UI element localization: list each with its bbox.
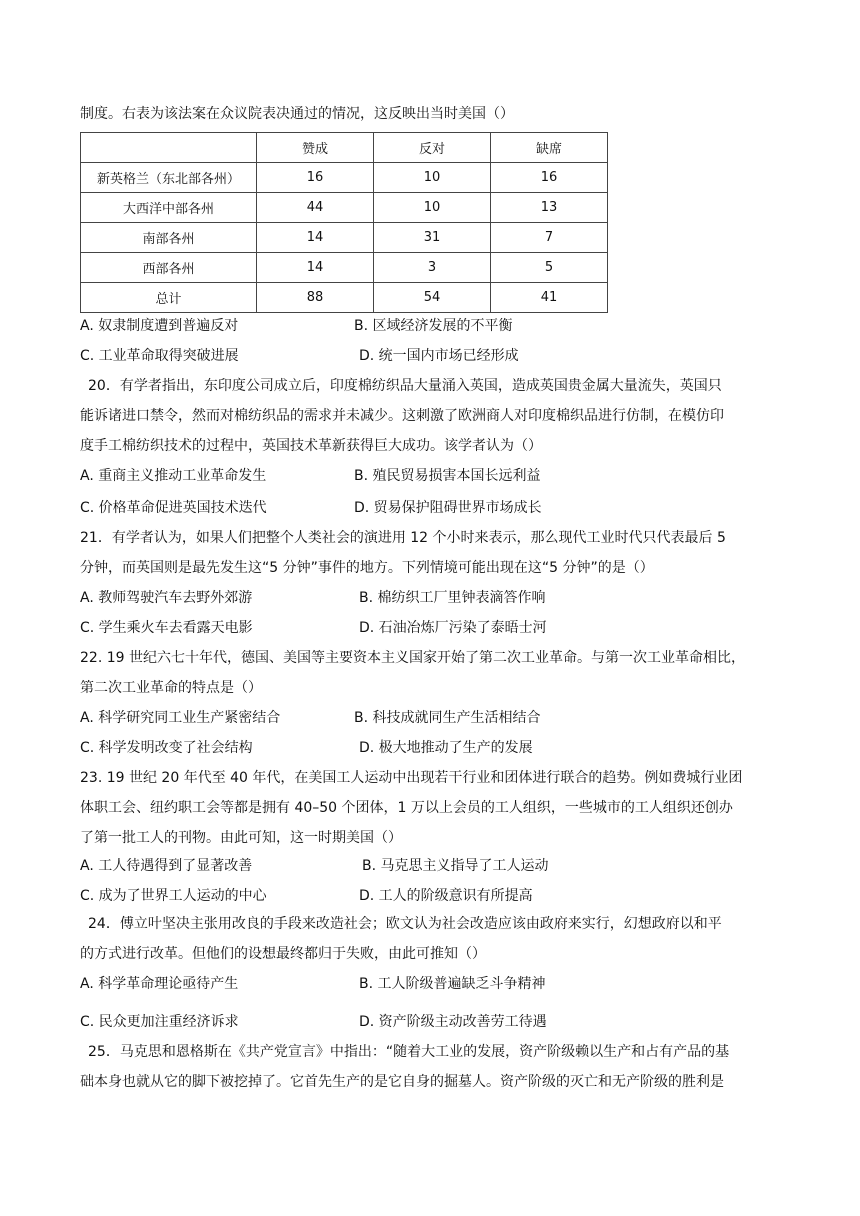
table-cell: 54	[374, 283, 491, 313]
q19-option-a: A. 奴隶制度遭到普遍反对	[80, 318, 239, 334]
q19-option-b: B. 区域经济发展的不平衡	[354, 318, 513, 334]
q24-option-a: A. 科学革命理论亟待产生	[80, 976, 239, 992]
table-header-cell: 赞成	[257, 133, 374, 163]
table-row	[81, 283, 608, 313]
q21-option-d: D. 石油冶炼厂污染了泰晤士河	[359, 620, 547, 636]
vote-table	[80, 132, 608, 313]
table-cell: 14	[257, 223, 374, 253]
q23-stem-line: 体职工会、纽约职工会等都是拥有 40–50 个团体，1 万以上会员的工人组织，一些城市的工人组织还创办	[80, 800, 733, 816]
q19-option-d: D. 统一国内市场已经形成	[359, 348, 519, 364]
q22-option-d: D. 极大地推动了生产的发展	[359, 740, 533, 756]
q24-option-d: D. 资产阶级主动改善劳工待遇	[359, 1014, 547, 1030]
q22-stem-line: 22. 19 世纪六七十年代，德国、美国等主要资本主义国家开始了第二次工业革命。与第一次工业革命相比，	[80, 650, 745, 666]
q25-stem-line: 础本身也就从它的脚下被挖掉了。它首先生产的是它自身的掘墓人。资产阶级的灭亡和无产阶级的胜利是	[80, 1074, 724, 1090]
table-cell: 3	[374, 253, 491, 283]
table-header-cell: 反对	[374, 133, 491, 163]
table-cell: 5	[491, 253, 608, 283]
table-cell: 16	[491, 163, 608, 193]
table-cell: 13	[491, 193, 608, 223]
q24-stem-line: 24．傅立叶坚决主张用改良的手段来改造社会；欧文认为社会改造应该由政府来实行，幻想政府以和平	[88, 916, 722, 932]
q21-option-c: C. 学生乘火车去看露天电影	[80, 620, 253, 636]
q23-option-b: B. 马克思主义指导了工人运动	[362, 858, 549, 874]
table-row	[81, 253, 608, 283]
q21-option-a: A. 教师驾驶汽车去野外郊游	[80, 590, 253, 606]
q22-option-c: C. 科学发明改变了社会结构	[80, 740, 253, 756]
q20-stem-line: 度手工棉纺织技术的过程中，英国技术革新获得巨大成功。该学者认为（）	[80, 438, 542, 454]
q22-option-b: B. 科技成就同生产生活相结合	[354, 710, 541, 726]
table-header-cell: 缺席	[491, 133, 608, 163]
q23-stem-line: 23. 19 世纪 20 年代至 40 年代，在美国工人运动中出现若干行业和团体进行联合的趋势。例如费城行业团	[80, 770, 743, 786]
table-row	[81, 193, 608, 223]
q23-stem-line: 了第一批工人的刊物。由此可知，这一时期美国（）	[80, 830, 402, 846]
table-cell: 西部各州	[81, 253, 257, 283]
q20-option-b: B. 殖民贸易损害本国长远利益	[354, 468, 541, 484]
q25-stem-line: 25．马克思和恩格斯在《共产党宣言》中指出：“随着大工业的发展，资产阶级赖以生产和占有产品的基	[88, 1044, 730, 1060]
table-cell: 14	[257, 253, 374, 283]
q20-stem-line: 20．有学者指出，东印度公司成立后，印度棉纺织品大量涌入英国，造成英国贵金属大量流失，英国只	[88, 378, 722, 394]
q21-stem-line: 21．有学者认为，如果人们把整个人类社会的演进用 12 个小时来表示，那么现代工业时代只代表最后 5	[80, 530, 726, 546]
q23-option-d: D. 工人的阶级意识有所提高	[359, 888, 533, 904]
q22-option-a: A. 科学研究同工业生产紧密结合	[80, 710, 281, 726]
table-cell: 10	[374, 163, 491, 193]
table-cell: 31	[374, 223, 491, 253]
q24-stem-line: 的方式进行改革。但他们的设想最终都归于失败，由此可推知（）	[80, 946, 486, 962]
table-row	[81, 163, 608, 193]
q24-option-b: B. 工人阶级普遍缺乏斗争精神	[359, 976, 546, 992]
table-cell: 总计	[81, 283, 257, 313]
q20-stem-line: 能诉诸进口禁令，然而对棉纺织品的需求并未减少。这刺激了欧洲商人对印度棉织品进行仿制，在模仿印	[80, 408, 724, 424]
q20-option-d: D. 贸易保护阻碍世界市场成长	[354, 500, 542, 516]
table-cell: 7	[491, 223, 608, 253]
q20-option-c: C. 价格革命促进英国技术迭代	[80, 500, 267, 516]
table-cell: 10	[374, 193, 491, 223]
table-cell: 南部各州	[81, 223, 257, 253]
table-header-cell	[81, 133, 257, 163]
q21-option-b: B. 棉纺织工厂里钟表滴答作响	[359, 590, 546, 606]
q23-option-c: C. 成为了世界工人运动的中心	[80, 888, 267, 904]
table-cell: 44	[257, 193, 374, 223]
q22-stem-line: 第二次工业革命的特点是（）	[80, 680, 262, 696]
q24-option-c: C. 民众更加注重经济诉求	[80, 1014, 239, 1030]
table-header-row	[81, 133, 608, 163]
table-cell: 88	[257, 283, 374, 313]
q21-stem-line: 分钟，而英国则是最先发生这“5 分钟”事件的地方。下列情境可能出现在这“5 分钟”的是（）	[80, 560, 654, 576]
table-cell: 新英格兰（东北部各州）	[81, 163, 257, 193]
table-cell: 41	[491, 283, 608, 313]
q20-option-a: A. 重商主义推动工业革命发生	[80, 468, 267, 484]
table-cell: 大西洋中部各州	[81, 193, 257, 223]
q23-option-a: A. 工人待遇得到了显著改善	[80, 858, 253, 874]
q19-option-c: C. 工业革命取得突破进展	[80, 348, 239, 364]
table-row	[81, 223, 608, 253]
question-19-stem: 制度。右表为该法案在众议院表决通过的情况，这反映出当时美国（）	[80, 106, 514, 122]
table-cell: 16	[257, 163, 374, 193]
